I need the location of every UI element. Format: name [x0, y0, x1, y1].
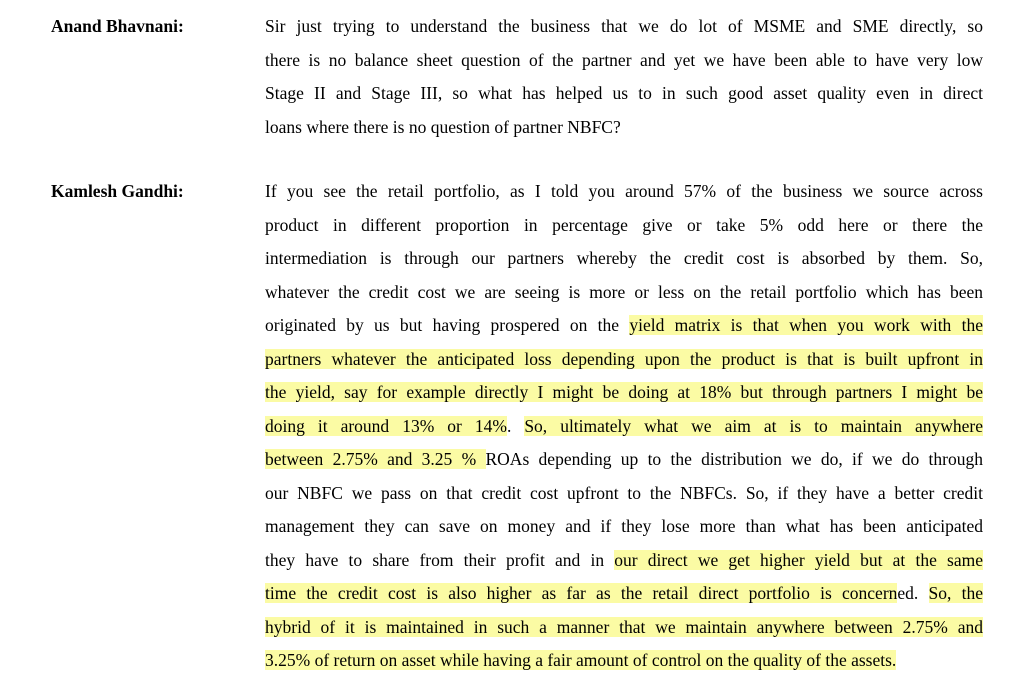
text-line [265, 309, 983, 343]
text-line [265, 611, 983, 645]
highlighted-text: So, ultimately what we aim at is to maintain anywhere [524, 415, 983, 436]
highlighted-text: 3.25% of return on asset while having a fair amount of control on the quality of the assets. [265, 650, 897, 670]
highlighted-text: yield matrix is that when you work with the [629, 315, 983, 335]
plain-text: they have to share from their profit and in [265, 549, 615, 570]
plain-text: ROAs depending up to the distribution we do, if we do through [485, 449, 983, 469]
speaker-name: Kamlesh Gandhi: [51, 181, 184, 201]
speaker-text [265, 10, 983, 144]
highlighted-text: doing it around 13% or 14% [265, 415, 507, 436]
highlighted-text: So, the [928, 583, 983, 603]
highlighted-text: partners whatever the anticipated loss depending upon the product is that is built upfront in [265, 348, 983, 369]
text-line: product in different proportion in percentage give or take 5% odd here or there the [265, 214, 983, 235]
text-line: Stage II and Stage III, so what has helped us to in such good asset quality even in direct [265, 83, 983, 103]
text-line [265, 644, 983, 678]
speaker-name: Anand Bhavnani: [51, 16, 184, 36]
text-line: there is no balance sheet question of the partner and yet we have been able to have very low [265, 49, 983, 70]
text-line: management they can save on money and if they lose more than what has been anticipated [265, 516, 983, 536]
text-line [265, 443, 983, 477]
highlighted-text: between 2.75% and 3.25 % [265, 449, 486, 469]
text-line [265, 544, 983, 578]
text-line [265, 343, 983, 377]
speaker-text [265, 175, 983, 678]
text-line: Sir just trying to understand the business that we do lot of MSME and SME directly, so [265, 16, 983, 36]
highlighted-text: time the credit cost is also higher as far as the retail direct portfolio is concern [265, 583, 898, 603]
text-line: whatever the credit cost we are seeing is more or less on the retail portfolio which has been [265, 281, 983, 302]
text-line: If you see the retail portfolio, as I told you around 57% of the business we source across [265, 181, 983, 201]
text-line: intermediation is through our partners whereby the credit cost is absorbed by them. So, [265, 248, 983, 268]
text-line: loans where there is no question of partner NBFC? [265, 116, 621, 137]
highlighted-text: our direct we get higher yield but at the same [614, 549, 983, 570]
plain-text: originated by us but having prospered on the [265, 315, 630, 335]
text-line [265, 376, 983, 410]
text-line [265, 410, 983, 444]
plain-text: . [506, 415, 525, 436]
text-line [265, 577, 983, 611]
text-line: our NBFC we pass on that credit cost upfront to the NBFCs. So, if they have a better credit [265, 482, 983, 503]
plain-text: ed. [897, 583, 929, 603]
highlighted-text: hybrid of it is maintained in such a manner that we maintain anywhere between 2.75% and [265, 616, 983, 637]
highlighted-text: the yield, say for example directly I might be doing at 18% but through partners I might be [265, 382, 983, 402]
